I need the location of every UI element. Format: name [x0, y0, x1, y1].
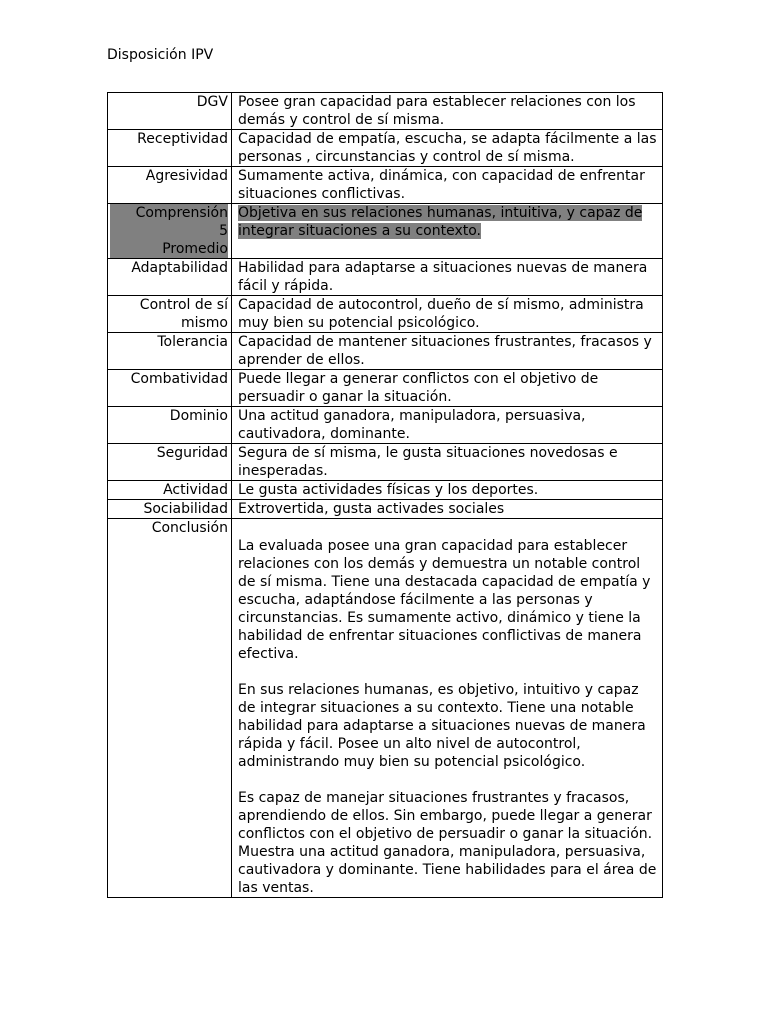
conclusion-row — [108, 519, 663, 898]
table-row — [108, 333, 663, 370]
trait-label: Seguridad — [108, 444, 232, 481]
trait-score: 5 — [110, 222, 228, 240]
conclusion-paragraph: La evaluada posee una gran capacidad para establecer relaciones con los demás y demuestra un notable control de sí misma. Tiene una destacada capacidad de empatía y escucha, adaptándose fácilmente a las personas y circunstancias. Es sumamente activo, dinámico y tiene la habilidad de enfrentar situaciones conflictivas de manera efectiva. — [238, 538, 651, 662]
table-row-highlighted — [108, 204, 663, 259]
trait-label: Tolerancia — [108, 333, 232, 370]
trait-description: Capacidad de empatía, escucha, se adapta fácilmente a las personas , circunstancias y control de sí misma. — [232, 130, 663, 167]
document-title: Disposición IPV — [107, 47, 214, 63]
trait-description: Posee gran capacidad para establecer relaciones con los demás y control de sí misma. — [232, 93, 663, 130]
trait-label: Actividad — [108, 481, 232, 500]
table-row — [108, 167, 663, 204]
trait-label: Agresividad — [108, 167, 232, 204]
highlighted-text: Objetiva en sus relaciones humanas, intuitiva, y capaz de integrar situaciones a su contexto. — [238, 205, 643, 239]
conclusion-paragraph: Es capaz de manejar situaciones frustrantes y fracasos, aprendiendo de ellos. Sin embargo, puede llegar a generar conflictos con el objetivo de persuadir o ganar la situación. Muestra una actitud ganadora, manipuladora, persuasiva, cautivadora y dominante. Tiene habilidades para el área de las ventas. — [238, 790, 657, 896]
trait-description: Una actitud ganadora, manipuladora, persuasiva, cautivadora, dominante. — [232, 407, 663, 444]
trait-label-line: Comprensión — [110, 204, 228, 222]
trait-description: Segura de sí misma, le gusta situaciones novedosas e inesperadas. — [232, 444, 663, 481]
conclusion-label: Conclusión — [108, 519, 232, 898]
trait-label: Receptividad — [108, 130, 232, 167]
trait-description-highlighted — [232, 204, 663, 259]
conclusion-text — [232, 519, 663, 898]
table-row — [108, 259, 663, 296]
trait-description: Extrovertida, gusta activades sociales — [232, 500, 663, 519]
trait-description: Capacidad de autocontrol, dueño de sí mismo, administra muy bien su potencial psicológico. — [232, 296, 663, 333]
trait-description: Le gusta actividades físicas y los deportes. — [232, 481, 663, 500]
table-row — [108, 93, 663, 130]
table-row — [108, 370, 663, 407]
trait-description: Habilidad para adaptarse a situaciones nuevas de manera fácil y rápida. — [232, 259, 663, 296]
table-row — [108, 296, 663, 333]
trait-label: Control de sí mismo — [108, 296, 232, 333]
conclusion-paragraph: En sus relaciones humanas, es objetivo, intuitivo y capaz de integrar situaciones a su contexto. Tiene una notable habilidad para adaptarse a situaciones nuevas de manera rápida y fácil. Posee un alto nivel de autocontrol, administrando muy bien su potencial psicológico. — [238, 682, 646, 770]
trait-label-comprension — [108, 204, 232, 259]
table-row — [108, 500, 663, 519]
trait-level: Promedio — [110, 240, 228, 258]
trait-label: Combatividad — [108, 370, 232, 407]
conclusion-spacer — [238, 519, 660, 537]
ipv-table — [107, 92, 663, 898]
trait-label: DGV — [108, 93, 232, 130]
trait-label: Adaptabilidad — [108, 259, 232, 296]
trait-description: Sumamente activa, dinámica, con capacidad de enfrentar situaciones conflictivas. — [232, 167, 663, 204]
trait-description: Capacidad de mantener situaciones frustrantes, fracasos y aprender de ellos. — [232, 333, 663, 370]
trait-description: Puede llegar a generar conflictos con el objetivo de persuadir o ganar la situación. — [232, 370, 663, 407]
trait-label: Dominio — [108, 407, 232, 444]
table-row — [108, 481, 663, 500]
table-row — [108, 444, 663, 481]
table-row — [108, 407, 663, 444]
table-row — [108, 130, 663, 167]
trait-label: Sociabilidad — [108, 500, 232, 519]
